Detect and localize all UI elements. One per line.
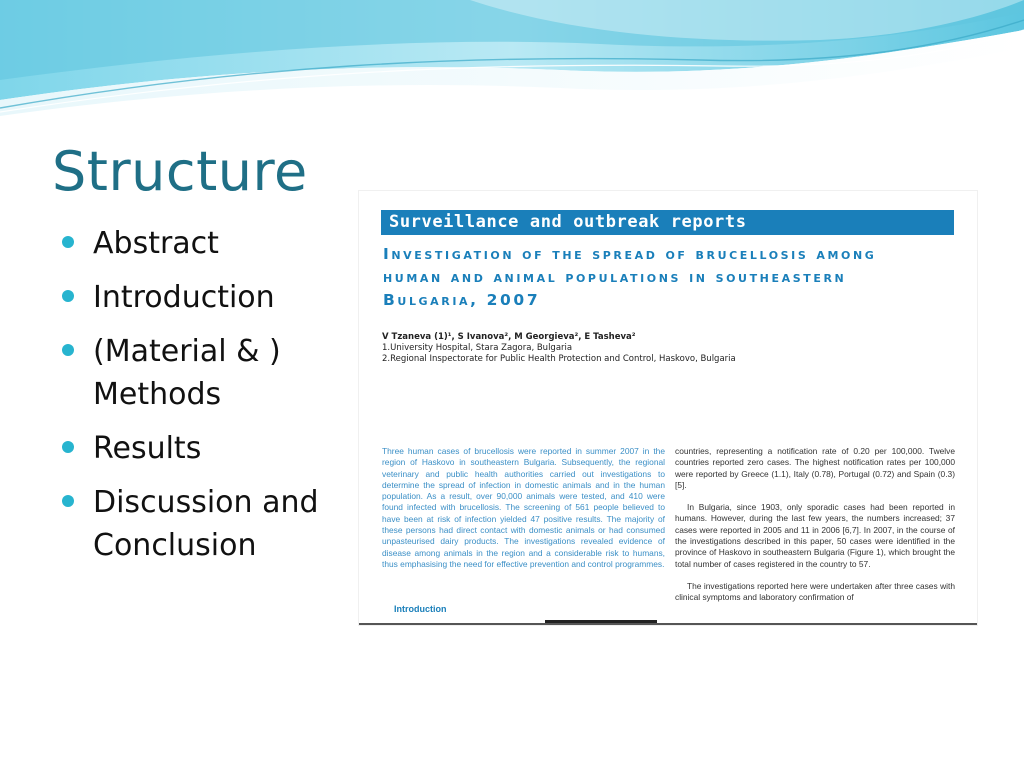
- affiliation-1: 1.University Hospital, Stara Zagora, Bulgaria: [382, 343, 573, 353]
- paper-section-banner: Surveillance and outbreak reports: [381, 210, 954, 235]
- slide-title: Structure: [52, 140, 308, 203]
- introduction-heading: Introduction: [394, 604, 447, 614]
- body-paragraph: In Bulgaria, since 1903, only sporadic cases had been reported in humans. However, during the last few years, the numbers increased; 37 cases were reported in 2005 and 11 in 2006 [6,7]. In 2007, in the course of the investigations described in this paper, 50 cases were identified in the province of Haskovo in southeastern Bulgaria (Figure 1), which brought the total number of cases registered in the country to 57.: [675, 502, 955, 569]
- cropped-edge: [545, 620, 657, 623]
- bullet-dot-icon: [62, 344, 74, 356]
- bullet-dot-icon: [62, 236, 74, 248]
- bullet-text: Discussion and Conclusion: [93, 485, 319, 563]
- paper-title: Investigation of the spread of brucellosis among human and animal populations in southeastern Bulgaria, 2007: [383, 245, 877, 309]
- bullet-dot-icon: [62, 495, 74, 507]
- bullet-text: Introduction: [93, 280, 275, 315]
- bullet-item: [62, 427, 352, 470]
- body-paragraph: countries, representing a notification rate of 0.20 per 100,000. Twelve countries reported zero cases. The highest notification rates per 100,000 were reported by Greece (1.1), Italy (0.78), Portugal (0.72) and Spain (0.3) [5].: [675, 446, 955, 490]
- bullet-dot-icon: [62, 441, 74, 453]
- bullet-text: (Material & ) Methods: [93, 334, 281, 412]
- bullet-text: Abstract: [93, 226, 219, 261]
- bullet-list: [62, 222, 352, 578]
- affiliation-2: 2.Regional Inspectorate for Public Health Protection and Control, Haskovo, Bulgaria: [382, 354, 736, 364]
- bullet-item: [62, 330, 352, 416]
- body-paragraph: The investigations reported here were undertaken after three cases with clinical symptoms and laboratory confirmation of: [675, 580, 955, 603]
- bullet-item: [62, 222, 352, 265]
- paper-authors: [382, 332, 942, 365]
- bullet-item: [62, 276, 352, 319]
- abstract-column: [382, 446, 665, 581]
- author-names: V Tzaneva (1)¹, S Ivanova², M Georgieva², E Tasheva²: [382, 332, 636, 342]
- header-wave-decoration: [0, 0, 1024, 120]
- paper-excerpt-image: [359, 191, 977, 625]
- bullet-dot-icon: [62, 290, 74, 302]
- bullet-text: Results: [93, 431, 202, 466]
- body-column: [675, 446, 955, 615]
- bullet-item: [62, 481, 352, 567]
- abstract-text: Three human cases of brucellosis were reported in summer 2007 in the region of Haskovo in southeastern Bulgaria. Subsequently, the regional veterinary and public health authorities carried out investigations to determine the spread of infection in domestic animals and in the human population. As a result, over 90,000 animals were tested, and 410 were found infected with brucellosis. The screening of 561 people believed to have been at risk of infection yielded 47 positive results. The majority of these persons had direct contact with domestic animals or had consumed unpasteurised dairy products. The investigations revealed evidence of disease among animals in the region and a considerable risk to humans, thus emphasising the need for effective prevention and control programmes.: [382, 446, 665, 569]
